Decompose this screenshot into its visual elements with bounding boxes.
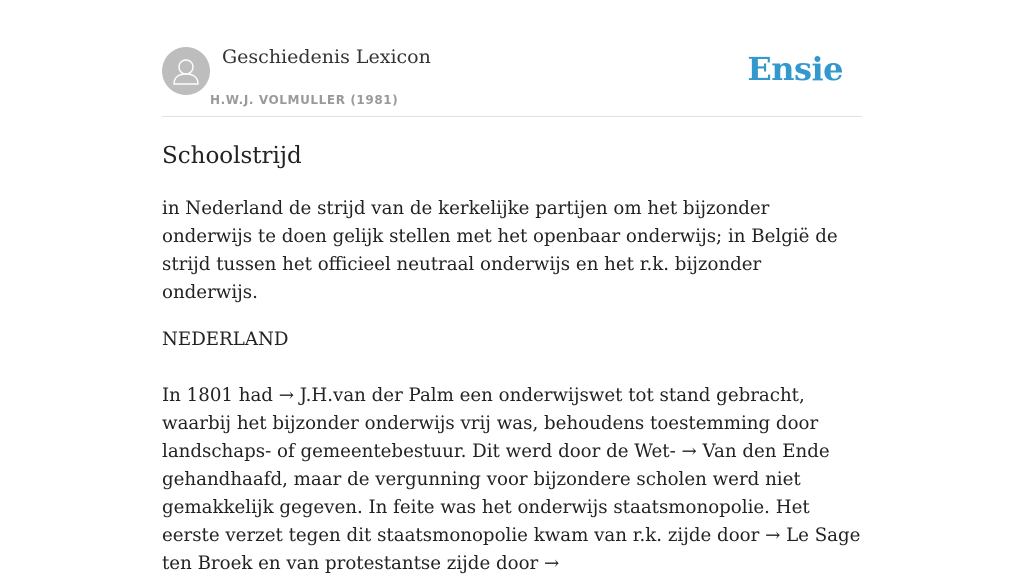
section-heading: NEDERLAND bbox=[162, 329, 289, 350]
avatar[interactable] bbox=[162, 47, 210, 95]
brand-logo[interactable]: Ensie bbox=[747, 50, 843, 88]
author-name[interactable]: H.W.J. VOLMULLER (1981) bbox=[210, 93, 399, 107]
entry-body: In 1801 had → J.H.van der Palm een onderwijswet tot stand gebracht, waarbij het bijzonder onderwijs vrij was, behoudens toestemming door landschaps- of gemeentebestuur. Dit werd door de Wet- → Van den Ende gehandhaafd, maar de vergunning voor bijzondere scholen werd niet gemakkelijk gegeven. In feite was het onderwijs staatsmonopolie. Het eerste verzet tegen dit staatsmonopolie kwam van r.k. zijde door → Le Sage ten Broek en van protestantse zijde door → bbox=[162, 385, 861, 574]
book-title[interactable]: Geschiedenis Lexicon bbox=[222, 46, 431, 68]
entry-definition: in Nederland de strijd van de kerkelijke partijen om het bijzonder onderwijs te doen gelijk stellen met het openbaar onderwijs; in België de strijd tussen het officieel neutraal onderwijs en het r.k. bijzonder onderwijs. bbox=[162, 198, 838, 303]
page bbox=[162, 0, 862, 574]
header bbox=[162, 0, 862, 117]
entry-title: Schoolstrijd bbox=[162, 143, 302, 169]
user-icon bbox=[162, 47, 210, 95]
